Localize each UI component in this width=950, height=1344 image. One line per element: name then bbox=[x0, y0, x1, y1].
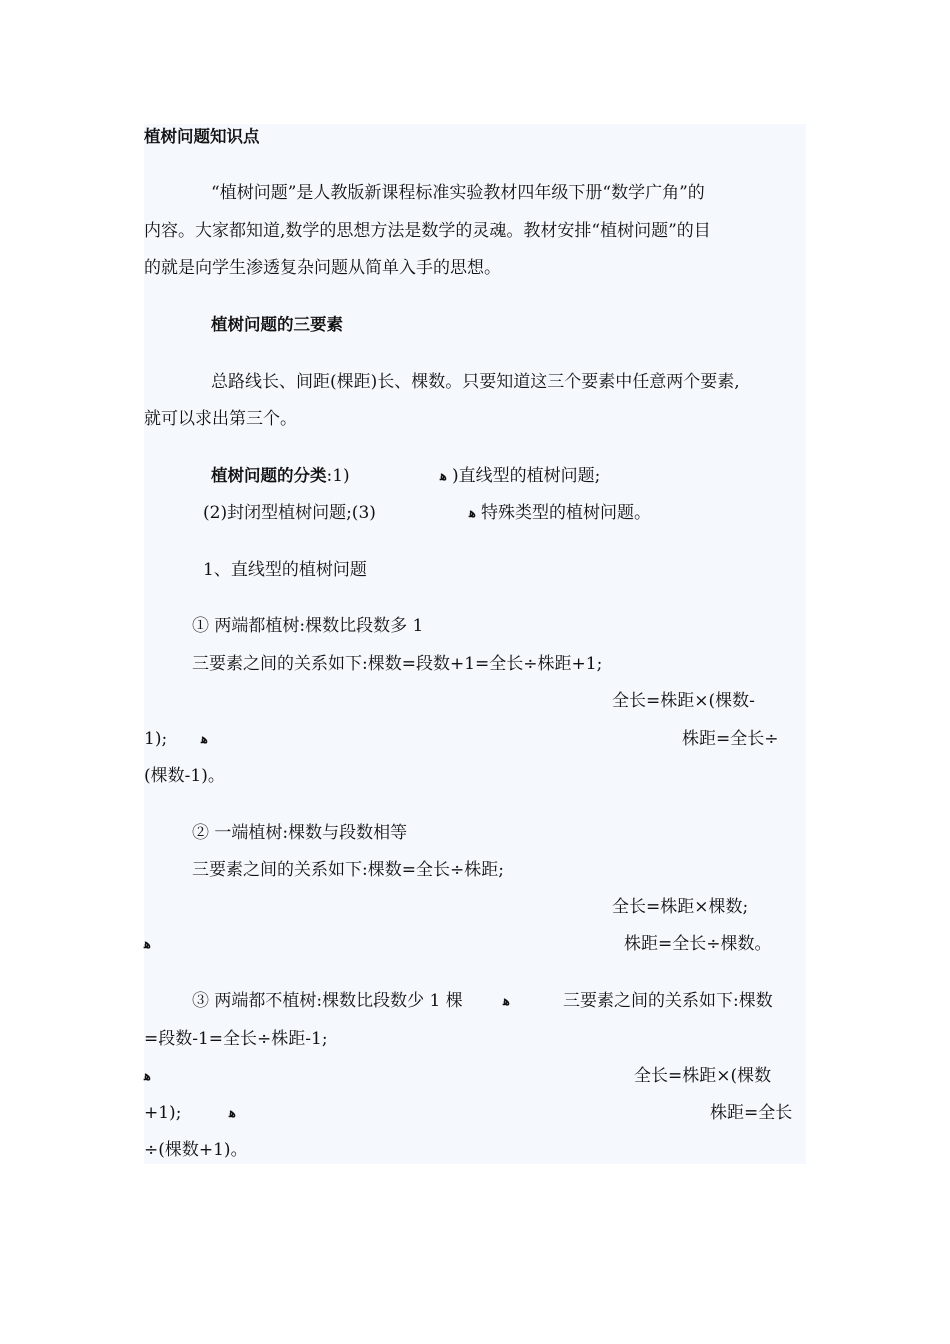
glyph-mark-7: ﻫ bbox=[229, 1106, 236, 1121]
case-2-formula-1: 全长=株距×棵数; bbox=[612, 897, 749, 917]
section-1-heading: 1、直线型的植树问题 bbox=[203, 560, 367, 580]
case-1-relation: 三要素之间的关系如下:棵数=段数+1=全长÷株距+1; bbox=[192, 654, 603, 674]
case-3-relation-a: 三要素之间的关系如下:棵数 bbox=[563, 991, 773, 1011]
intro-line-1: “植树问题”是人教版新课程标准实验教材四年级下册“数学广角”的 bbox=[211, 183, 705, 203]
case-1-formula-2b: (棵数-1)。 bbox=[144, 766, 225, 786]
intro-line-3: 的就是向学生渗透复杂问题从简单入手的思想。 bbox=[144, 258, 501, 278]
case-3-relation-b: =段数-1=全长÷株距-1; bbox=[144, 1029, 328, 1049]
case-3-heading: ③ 两端都不植树:棵数比段数少 1 棵 bbox=[192, 991, 463, 1011]
doc-title: 植树问题知识点 bbox=[144, 127, 260, 146]
glyph-mark-2: ﻫ bbox=[469, 506, 476, 521]
case-2-formula-2: 株距=全长÷棵数。 bbox=[624, 934, 772, 954]
classification-line-2-tail: 特殊类型的植树问题。 bbox=[481, 503, 651, 523]
three-elements-line-1: 总路线长、间距(棵距)长、棵数。只要知道这三个要素中任意两个要素, bbox=[211, 372, 740, 392]
glyph-mark-6: ﻫ bbox=[144, 1069, 151, 1084]
glyph-mark-4: ﻫ bbox=[144, 937, 151, 952]
case-2-heading: ② 一端植树:棵数与段数相等 bbox=[192, 823, 408, 843]
case-3-formula-1a: 全长=株距×(棵数 bbox=[634, 1066, 772, 1086]
case-3-formula-2b: ÷(棵数+1)。 bbox=[144, 1140, 248, 1160]
classification-line-1 bbox=[211, 466, 350, 486]
case-3-formula-2a: 株距=全长 bbox=[710, 1103, 793, 1123]
case-3-formula-1b: +1); bbox=[144, 1103, 182, 1123]
classification-line-2-head: (2)封闭型植树问题;(3) bbox=[203, 503, 376, 523]
case-1-heading: ① 两端都植树:棵数比段数多 1 bbox=[192, 616, 424, 636]
classification-item-1: )直线型的植树问题; bbox=[452, 466, 601, 486]
classification-heading: 植树问题的分类 bbox=[211, 466, 327, 485]
glyph-mark-1: ﻫ bbox=[440, 469, 447, 484]
case-1-formula-2a: 株距=全长÷ bbox=[682, 729, 779, 749]
case-2-relation: 三要素之间的关系如下:棵数=全长÷株距; bbox=[192, 860, 504, 880]
glyph-mark-3: ﻫ bbox=[201, 732, 208, 747]
glyph-mark-5: ﻫ bbox=[503, 994, 510, 1009]
intro-line-2: 内容。大家都知道,数学的思想方法是数学的灵魂。教材安排“植树问题”的目 bbox=[144, 221, 711, 241]
case-1-formula-1b: 1); bbox=[144, 729, 168, 749]
three-elements-line-2: 就可以求出第三个。 bbox=[144, 409, 297, 429]
three-elements-heading: 植树问题的三要素 bbox=[211, 315, 343, 334]
case-1-formula-1a: 全长=株距×(棵数- bbox=[612, 691, 755, 711]
classification-heading-tail: :1) bbox=[326, 466, 350, 486]
